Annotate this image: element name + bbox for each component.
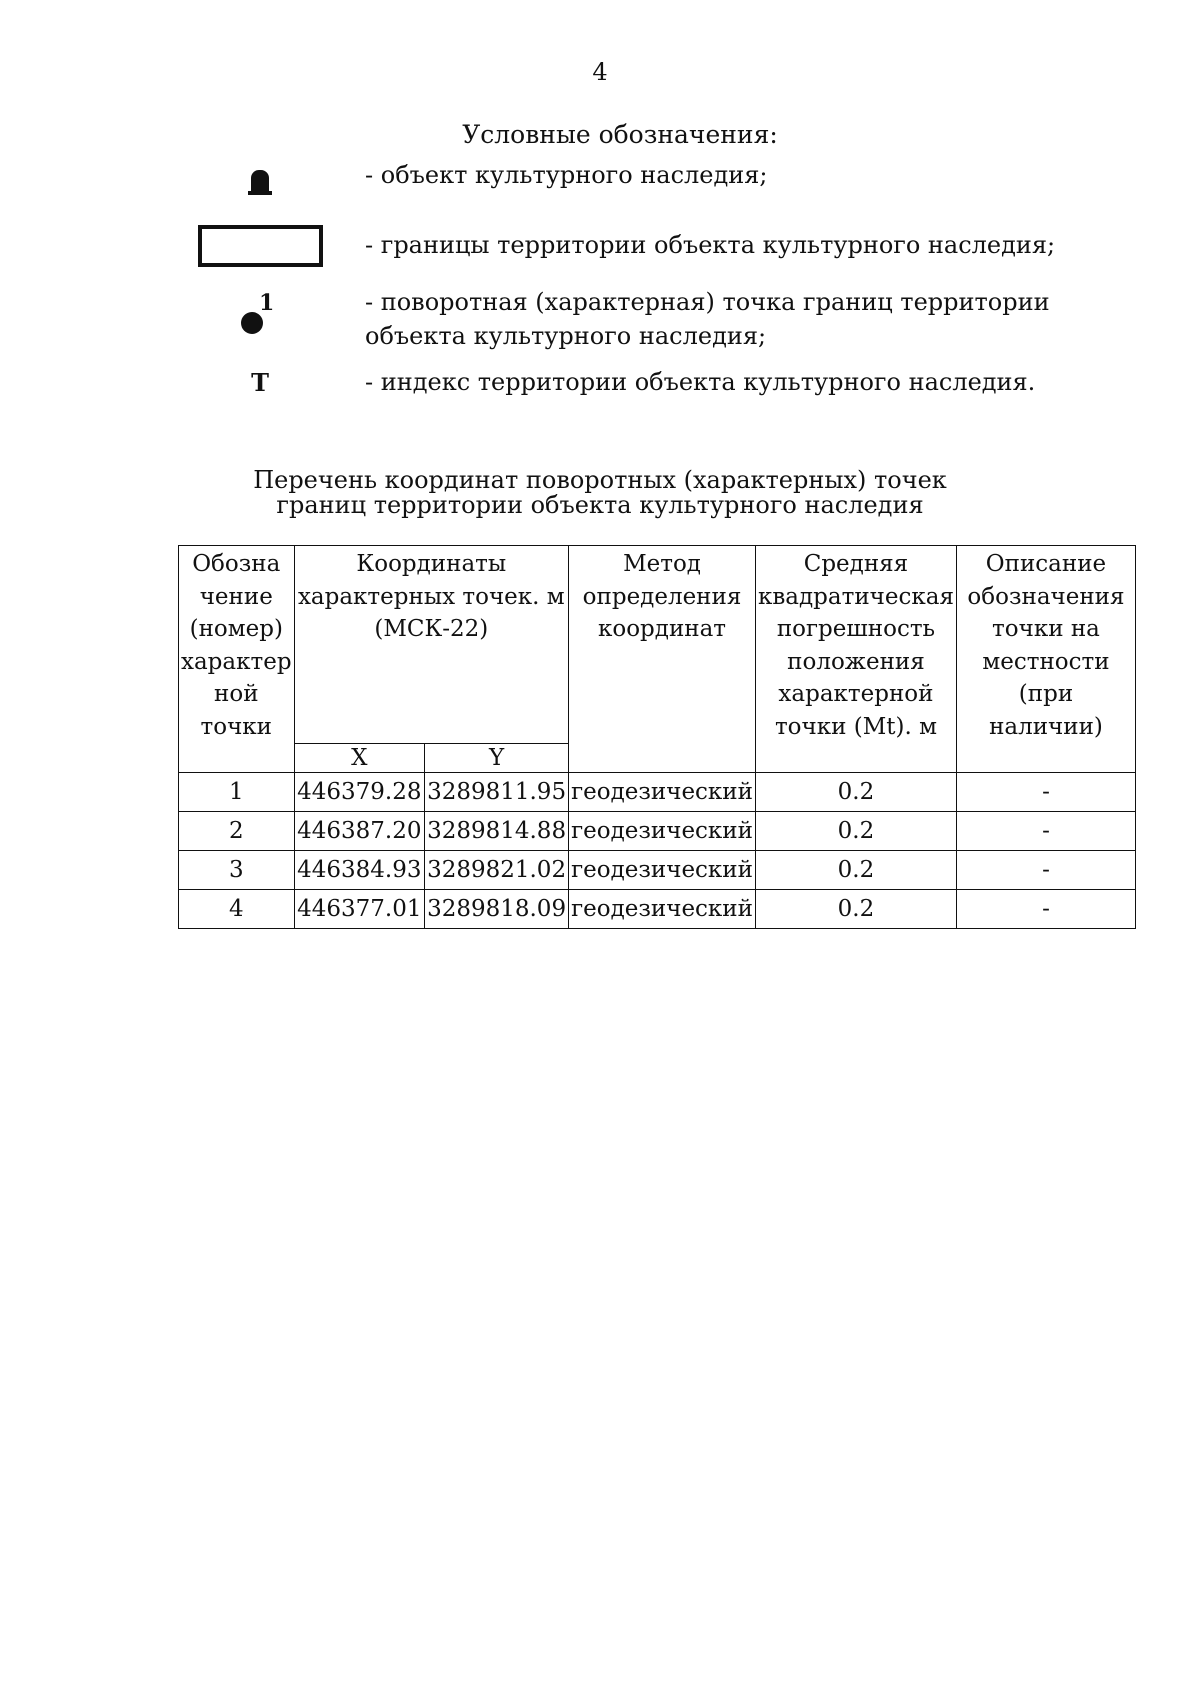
cell-error: 0.2 [755, 890, 956, 929]
cell-x: 446387.20 [294, 812, 425, 851]
cell-description: - [956, 773, 1135, 812]
cell-method: геодезический [569, 773, 756, 812]
table-row [179, 812, 1136, 851]
table-title-line-1: Перечень координат поворотных (характерных) точек [253, 466, 947, 494]
cell-number: 1 [179, 773, 295, 812]
index-letter-icon: Т [251, 367, 269, 397]
cell-x: 446379.28 [294, 773, 425, 812]
cell-number: 2 [179, 812, 295, 851]
cell-method: геодезический [569, 890, 756, 929]
page-number: 4 [592, 58, 608, 86]
header-designation: Обозна чение (номер) характер ной точки [179, 546, 295, 773]
table-header-row [179, 546, 1136, 744]
table-title-line-2: границ территории объекта культурного наследия [276, 491, 924, 519]
cell-y: 3289814.88 [425, 812, 569, 851]
legend-item-text: - объект культурного наследия; [365, 161, 768, 189]
boundary-rectangle-icon [190, 222, 330, 270]
table-row [179, 890, 1136, 929]
table-title [0, 468, 1200, 518]
cell-method: геодезический [569, 812, 756, 851]
cell-error: 0.2 [755, 851, 956, 890]
header-method: Метод определения координат [569, 546, 756, 773]
header-error: Средняя квадратическая погрешность положения характерной точки (Mt). м [755, 546, 956, 773]
cell-x: 446377.01 [294, 890, 425, 929]
cell-y: 3289821.02 [425, 851, 569, 890]
legend-item-text: - индекс территории объекта культурного наследия. [365, 368, 1036, 396]
legend-item-text: - границы территории объекта культурного наследия; [365, 231, 1056, 259]
cell-error: 0.2 [755, 773, 956, 812]
cell-description: - [956, 812, 1135, 851]
header-description: Описание обозначения точки на местности (при наличии) [956, 546, 1135, 773]
cell-description: - [956, 851, 1135, 890]
legend-item-text: - поворотная (характерная) точка границ территории объекта культурного наследия; [365, 288, 1050, 350]
cell-description: - [956, 890, 1135, 929]
header-coordinates: Координаты характерных точек. м (МСК-22) [294, 546, 569, 744]
monument-icon [190, 166, 330, 196]
turning-point-icon: 1 [190, 289, 330, 341]
cell-y: 3289811.95 [425, 773, 569, 812]
header-y: Y [425, 744, 569, 773]
cell-x: 446384.93 [294, 851, 425, 890]
legend-title: Условные обозначения: [462, 120, 778, 149]
table-row [179, 773, 1136, 812]
cell-number: 4 [179, 890, 295, 929]
header-x: X [294, 744, 425, 773]
coordinates-table [178, 545, 1136, 929]
cell-number: 3 [179, 851, 295, 890]
cell-error: 0.2 [755, 812, 956, 851]
cell-y: 3289818.09 [425, 890, 569, 929]
cell-method: геодезический [569, 851, 756, 890]
table-row [179, 851, 1136, 890]
